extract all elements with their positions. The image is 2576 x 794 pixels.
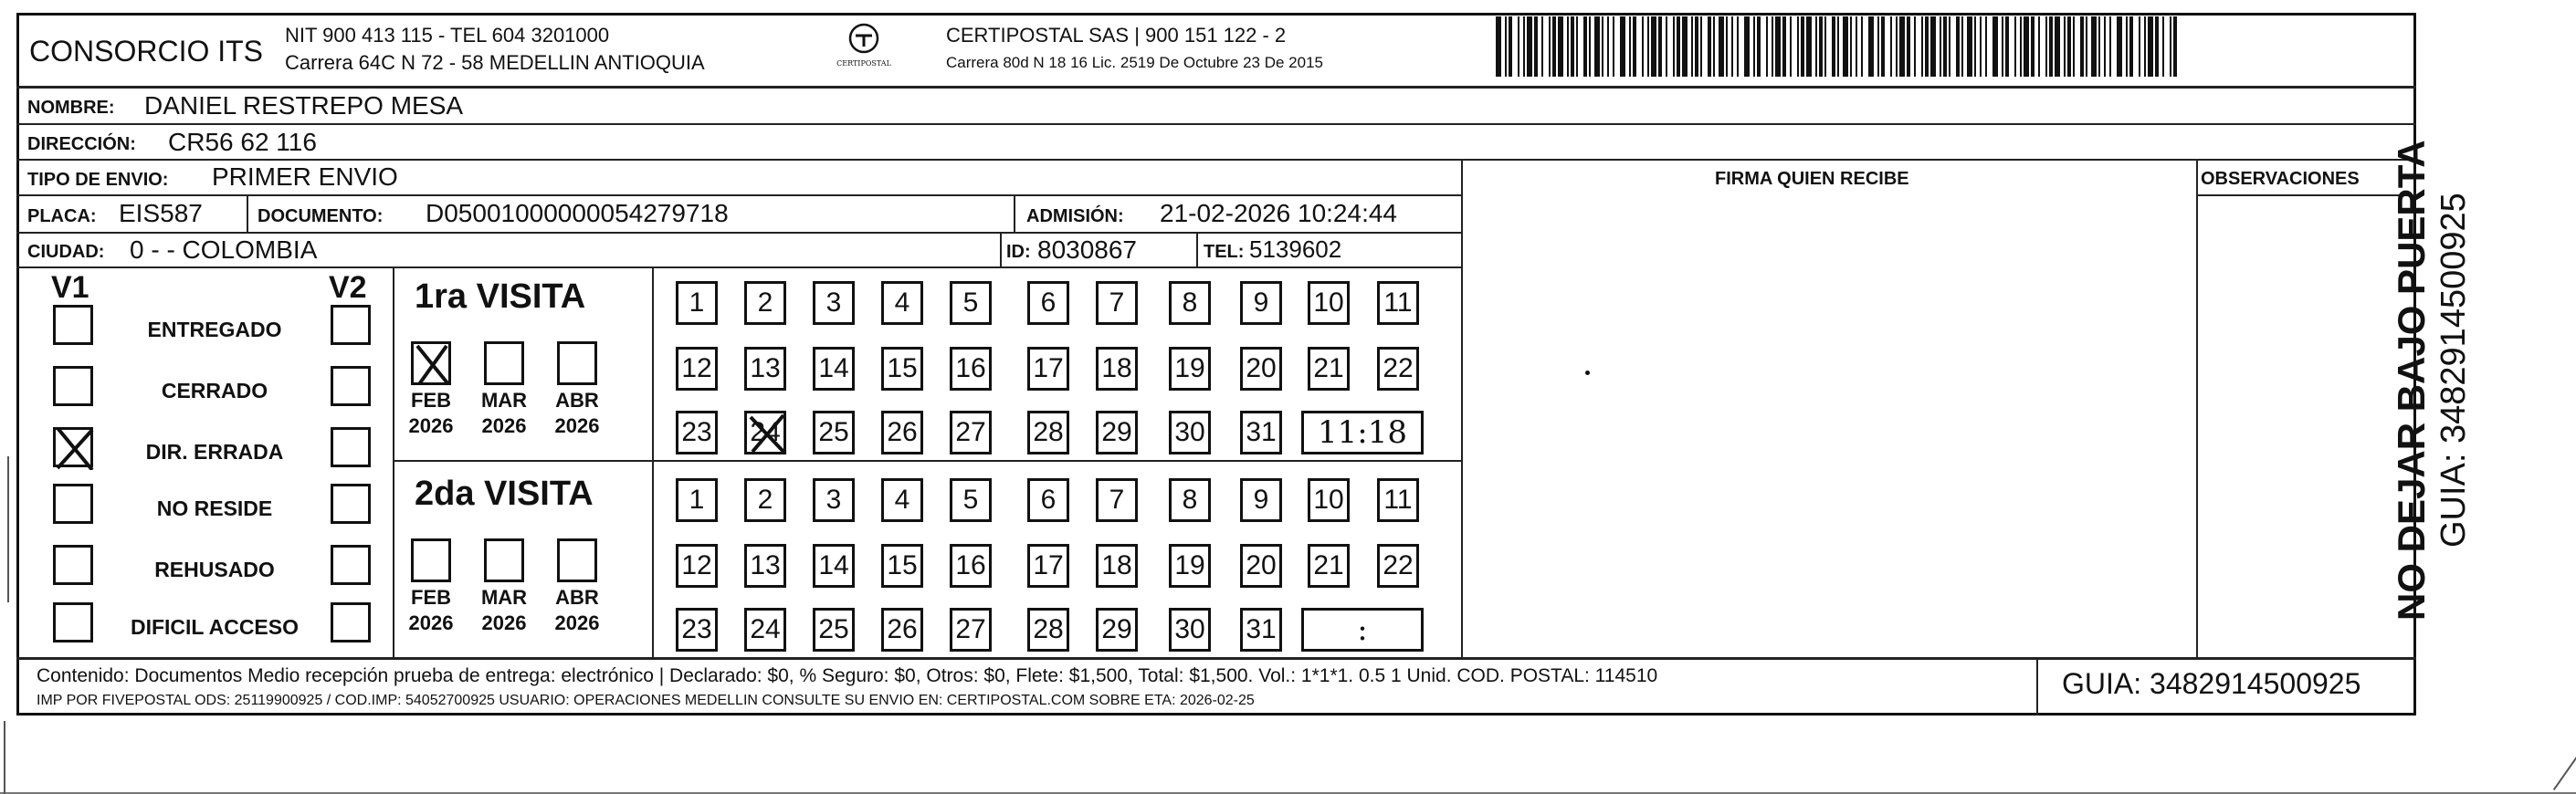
footer-guia: GUIA: 3482914500925: [2062, 667, 2361, 700]
id-value: 8030867: [1037, 235, 1138, 264]
barcode-bar: [1753, 16, 1755, 77]
barcode-bar: [1790, 16, 1792, 77]
day-box[interactable]: 24: [744, 411, 786, 454]
day-box[interactable]: 20: [1240, 347, 1282, 391]
barcode-bar: [2104, 16, 2106, 77]
barcode-bar: [1602, 16, 1603, 77]
barcode-bar: [1567, 16, 1569, 77]
certipostal-logo-icon: [846, 22, 882, 55]
day-box[interactable]: 26: [881, 411, 923, 454]
barcode-bar: [1881, 16, 1885, 77]
status-label: DIFICIL ACCESO: [130, 615, 299, 639]
barcode-bar: [2139, 16, 2140, 77]
day-box[interactable]: 25: [813, 608, 855, 652]
barcode-bar: [1633, 16, 1636, 77]
direccion-value: CR56 62 116: [168, 128, 317, 156]
tel-value: 5139602: [1249, 235, 1342, 263]
barcode-bar: [2073, 16, 2075, 77]
day-box[interactable]: 21: [1308, 544, 1350, 588]
barcode-bar: [2144, 16, 2146, 77]
day-box[interactable]: 21: [1308, 347, 1350, 391]
barcode-bar: [1589, 16, 1591, 77]
v1-checkbox[interactable]: [53, 602, 93, 643]
barcode-bar: [2091, 16, 2097, 77]
barcode-bar: [1907, 16, 1910, 77]
month-checkbox[interactable]: [411, 341, 451, 385]
status-label: ENTREGADO: [147, 318, 282, 341]
nombre-value: DANIEL RESTREPO MESA: [144, 91, 464, 120]
day-box[interactable]: 3: [813, 281, 855, 325]
month-year: 2026: [554, 414, 600, 437]
barcode-bar: [2055, 16, 2060, 77]
barcode-bar: [1856, 16, 1857, 77]
day-box[interactable]: 29: [1096, 411, 1138, 454]
barcode-bar: [2002, 16, 2003, 77]
day-box[interactable]: 10: [1308, 478, 1350, 522]
x-mark-icon: [56, 430, 96, 470]
barcode-bar: [1691, 16, 1693, 77]
barcode-bar: [1658, 16, 1662, 77]
status-label: REHUSADO: [154, 558, 275, 581]
footer-imp-line: IMP POR FIVEPOSTAL ODS: 25119900925 / COD.IMP: 54052700925 USUARIO: OPERACIONES MEDELLIN CONSULTE SU ENVIO EN: CERTIPOSTAL.COM SOBRE ETA: 2026-02-25: [37, 693, 1255, 708]
side-no-dejar: NO DEJAR BAJO PUERTA: [2390, 140, 2433, 621]
day-box[interactable]: 5: [950, 281, 992, 325]
v2-checkbox[interactable]: [331, 484, 371, 524]
v2-checkbox[interactable]: [331, 366, 371, 406]
barcode-bar: [1837, 16, 1839, 77]
day-box[interactable]: 17: [1027, 544, 1069, 588]
barcode-bar: [1534, 16, 1538, 77]
barcode-bar: [1695, 16, 1698, 77]
barcode-bar: [1797, 16, 1799, 77]
barcode-bar: [1552, 16, 1556, 77]
barcode-bar: [1782, 16, 1786, 77]
barcode-bar: [1925, 16, 1929, 77]
observaciones-label: OBSERVACIONES: [2201, 169, 2360, 189]
day-box[interactable]: 19: [1169, 347, 1211, 391]
barcode-bar: [1666, 16, 1667, 77]
barcode-bar: [1713, 16, 1715, 77]
barcode-bar: [1505, 16, 1507, 77]
barcode-bar: [1541, 16, 1543, 77]
day-box[interactable]: 13: [744, 347, 786, 391]
barcode-bar: [1594, 16, 1600, 77]
day-box[interactable]: 8: [1169, 478, 1211, 522]
month-year: 2026: [554, 611, 600, 634]
barcode-bar: [2064, 16, 2066, 77]
barcode-bar: [1620, 16, 1625, 77]
barcode-bar: [1766, 16, 1768, 77]
barcode-bar: [2067, 16, 2071, 77]
barcode-bar: [1930, 16, 1936, 77]
barcode-bar: [2024, 16, 2029, 77]
barcode-bar: [1775, 16, 1781, 77]
day-box[interactable]: 4: [881, 478, 923, 522]
barcode-bar: [1523, 16, 1525, 77]
day-box[interactable]: 11: [1377, 478, 1419, 522]
tipo-envio-label: TIPO DE ENVIO:: [27, 170, 169, 190]
v2-checkbox[interactable]: [331, 427, 371, 467]
barcode-bar: [1850, 16, 1852, 77]
v1-header: V1: [51, 270, 89, 305]
scan-edge-right-bottom: [2553, 752, 2576, 790]
x-mark-icon: [414, 344, 454, 388]
barcode-bar: [1985, 16, 1987, 77]
barcode-bar: [1806, 16, 1812, 77]
barcode-bar: [1943, 16, 1947, 77]
day-box[interactable]: 26: [881, 608, 923, 652]
barcode-bar: [1549, 16, 1551, 77]
barcode-bar: [2045, 16, 2047, 77]
day-box[interactable]: 18: [1096, 347, 1138, 391]
barcode-bar: [1819, 16, 1823, 77]
tel-label: TEL:: [1204, 242, 1245, 262]
barcode-bar: [1726, 16, 1728, 77]
barcode-bar: [2126, 16, 2128, 77]
day-box[interactable]: 9: [1240, 281, 1282, 325]
day-box[interactable]: 8: [1169, 281, 1211, 325]
barcode-bar: [1731, 16, 1733, 77]
ciudad-label: CIUDAD:: [27, 242, 105, 262]
placa-value: EIS587: [119, 199, 203, 227]
day-box[interactable]: 1: [676, 478, 718, 522]
ciudad-value: 0 - - COLOMBIA: [130, 235, 318, 264]
v2-checkbox[interactable]: [331, 545, 371, 585]
barcode-bar: [2005, 16, 2009, 77]
month-label: FEB: [411, 389, 451, 412]
day-box[interactable]: 3: [813, 478, 855, 522]
day-box[interactable]: 22: [1377, 544, 1419, 588]
day-box[interactable]: 12: [676, 544, 718, 588]
month-label: MAR: [480, 389, 528, 412]
month-checkbox[interactable]: [557, 341, 597, 385]
time-box[interactable]: :: [1301, 608, 1424, 652]
barcode-bar: [1980, 16, 1982, 77]
day-box[interactable]: 18: [1096, 544, 1138, 588]
barcode-bar: [1992, 16, 1998, 77]
barcode-bar: [1868, 16, 1874, 77]
day-box[interactable]: 25: [813, 411, 855, 454]
documento-label: DOCUMENTO:: [258, 206, 384, 226]
barcode: [1496, 16, 2181, 77]
barcode-bar: [1737, 16, 1739, 77]
barcode-bar: [2170, 16, 2171, 77]
day-box[interactable]: 19: [1169, 544, 1211, 588]
month-label: ABR: [555, 586, 599, 609]
barcode-bar: [1890, 16, 1892, 77]
barcode-bar: [1772, 16, 1773, 77]
barcode-bar: [1518, 16, 1519, 77]
barcode-bar: [1899, 16, 1905, 77]
day-box[interactable]: 6: [1027, 478, 1069, 522]
month-label: MAR: [480, 586, 528, 609]
day-box[interactable]: 5: [950, 478, 992, 522]
x-mark-icon: [747, 413, 789, 457]
month-checkbox[interactable]: [557, 538, 597, 582]
barcode-bar: [1801, 16, 1804, 77]
v1-checkbox[interactable]: [53, 305, 93, 345]
barcode-bar: [2173, 16, 2177, 77]
month-checkbox[interactable]: [484, 538, 524, 582]
barcode-bar: [1677, 16, 1680, 77]
day-box[interactable]: 27: [950, 608, 992, 652]
day-box[interactable]: 22: [1377, 347, 1419, 391]
scan-edge-left: [7, 456, 9, 602]
day-box[interactable]: 30: [1169, 411, 1211, 454]
month-year: 2026: [408, 611, 454, 634]
barcode-bar: [1832, 16, 1835, 77]
barcode-bar: [1974, 16, 1976, 77]
signature-dot: [1585, 371, 1590, 375]
tipo-envio-value: PRIMER ENVIO: [212, 162, 398, 191]
day-box[interactable]: 29: [1096, 608, 1138, 652]
company-nit: NIT 900 413 115 - TEL 604 3201000: [285, 24, 610, 47]
day-box[interactable]: 23: [676, 411, 718, 454]
time-box[interactable]: 11:18: [1301, 411, 1424, 454]
day-box[interactable]: 23: [676, 608, 718, 652]
barcode-bar: [2109, 16, 2111, 77]
firma-label: FIRMA QUIEN RECIBE: [1715, 169, 1909, 189]
barcode-bar: [1815, 16, 1817, 77]
scan-edge-left-bottom: [4, 721, 5, 794]
day-box[interactable]: 31: [1240, 411, 1282, 454]
barcode-bar: [2148, 16, 2153, 77]
barcode-bar: [1642, 16, 1644, 77]
barcode-bar: [1940, 16, 1941, 77]
day-box[interactable]: 31: [1240, 608, 1282, 652]
barcode-bar: [1682, 16, 1688, 77]
barcode-bar: [1824, 16, 1826, 77]
day-box[interactable]: 13: [744, 544, 786, 588]
day-box[interactable]: 28: [1027, 411, 1069, 454]
footer-contenido: Contenido: Documentos Medio recepción prueba de entrega: electrónico | Declarado: $0, % Seguro: $0, Otros: $0, Flete: $1,500, Total: $1,500. Vol.: 1*1*1. 0.5 1 Unid. COD. POSTAL: 114510: [37, 665, 1658, 686]
barcode-bar: [2038, 16, 2040, 77]
day-box[interactable]: 12: [676, 347, 718, 391]
documento-value: D05001000000054279718: [426, 199, 729, 227]
day-box[interactable]: 16: [950, 544, 992, 588]
admision-label: ADMISIÓN:: [1026, 206, 1124, 226]
placa-label: PLACA:: [27, 206, 97, 226]
day-box[interactable]: 20: [1240, 544, 1282, 588]
v1-checkbox[interactable]: [53, 484, 93, 524]
month-label: FEB: [411, 586, 451, 609]
day-box[interactable]: 1: [676, 281, 718, 325]
day-box[interactable]: 7: [1096, 478, 1138, 522]
visit-title: 2da VISITA: [415, 475, 594, 513]
barcode-bar: [1708, 16, 1711, 77]
day-box[interactable]: 2: [744, 478, 786, 522]
barcode-bar: [1744, 16, 1750, 77]
barcode-bar: [1647, 16, 1649, 77]
day-box[interactable]: 28: [1027, 608, 1069, 652]
barcode-bar: [1558, 16, 1563, 77]
day-box[interactable]: 15: [881, 544, 923, 588]
barcode-bar: [2086, 16, 2087, 77]
barcode-bar: [1861, 16, 1863, 77]
day-box[interactable]: 14: [813, 544, 855, 588]
barcode-bar: [1673, 16, 1675, 77]
barcode-bar: [1877, 16, 1879, 77]
barcode-bar: [1509, 16, 1512, 77]
day-box[interactable]: 9: [1240, 478, 1282, 522]
barcode-bar: [1496, 16, 1501, 77]
direccion-label: DIRECCIÓN:: [27, 134, 136, 154]
barcode-bar: [2049, 16, 2053, 77]
barcode-bar: [2080, 16, 2084, 77]
month-label: ABR: [555, 389, 599, 412]
day-box[interactable]: 2: [744, 281, 786, 325]
month-year: 2026: [481, 611, 527, 634]
v2-header: V2: [329, 270, 367, 305]
status-label: NO RESIDE: [156, 496, 273, 520]
barcode-bar: [2162, 16, 2164, 77]
barcode-bar: [1914, 16, 1916, 77]
visit-title: 1ra VISITA: [415, 277, 586, 316]
barcode-bar: [1719, 16, 1724, 77]
barcode-bar: [1607, 16, 1609, 77]
v1-checkbox[interactable]: [53, 545, 93, 585]
company-name: CONSORCIO ITS: [29, 35, 264, 68]
carrier-line1: CERTIPOSTAL SAS | 900 151 122 - 2: [946, 24, 1287, 47]
month-year: 2026: [408, 414, 454, 437]
side-guia: GUIA: 3482914500925: [2434, 193, 2473, 548]
day-box[interactable]: 11: [1377, 281, 1419, 325]
day-box[interactable]: 7: [1096, 281, 1138, 325]
barcode-bar: [2031, 16, 2035, 77]
day-box[interactable]: 4: [881, 281, 923, 325]
barcode-bar: [1583, 16, 1587, 77]
id-label: ID:: [1006, 242, 1031, 262]
status-label: CERRADO: [161, 379, 268, 402]
barcode-bar: [1629, 16, 1631, 77]
barcode-bar: [2098, 16, 2100, 77]
barcode-bar: [1571, 16, 1574, 77]
barcode-bar: [2020, 16, 2022, 77]
admision-value: 21-02-2026 10:24:44: [1160, 199, 1397, 227]
barcode-bar: [1961, 16, 1963, 77]
barcode-bar: [1576, 16, 1578, 77]
barcode-bar: [1921, 16, 1923, 77]
day-box[interactable]: 16: [950, 347, 992, 391]
barcode-bar: [1700, 16, 1702, 77]
month-checkbox[interactable]: [411, 538, 451, 582]
barcode-bar: [1967, 16, 1972, 77]
barcode-bar: [2117, 16, 2122, 77]
barcode-bar: [1949, 16, 1950, 77]
month-checkbox[interactable]: [484, 341, 524, 385]
day-box[interactable]: 15: [881, 347, 923, 391]
barcode-bar: [1613, 16, 1614, 77]
day-box[interactable]: 24: [744, 608, 786, 652]
barcode-bar: [2129, 16, 2133, 77]
day-box[interactable]: 14: [813, 347, 855, 391]
day-box[interactable]: 30: [1169, 608, 1211, 652]
barcode-bar: [1527, 16, 1532, 77]
company-address: Carrera 64C N 72 - 58 MEDELLIN ANTIOQUIA: [285, 51, 705, 74]
barcode-bar: [1757, 16, 1761, 77]
v1-checkbox[interactable]: [53, 427, 93, 467]
barcode-bar: [1651, 16, 1656, 77]
carrier-line2: Carrera 80d N 18 16 Lic. 2519 De Octubre 23 De 2015: [946, 54, 1323, 71]
v2-checkbox[interactable]: [331, 602, 371, 643]
day-box[interactable]: 6: [1027, 281, 1069, 325]
barcode-bar: [1956, 16, 1960, 77]
v1-checkbox[interactable]: [53, 366, 93, 406]
day-box[interactable]: 10: [1308, 281, 1350, 325]
month-year: 2026: [481, 414, 527, 437]
barcode-bar: [1843, 16, 1848, 77]
certipostal-logo: [829, 22, 899, 73]
barcode-bar: [2014, 16, 2016, 77]
certipostal-logo-text: CERTIPOSTAL: [836, 59, 891, 68]
day-box[interactable]: 17: [1027, 347, 1069, 391]
nombre-label: NOMBRE:: [27, 98, 115, 118]
barcode-bar: [2155, 16, 2159, 77]
barcode-bar: [1896, 16, 1898, 77]
day-box[interactable]: 27: [950, 411, 992, 454]
v2-checkbox[interactable]: [331, 305, 371, 345]
status-label: DIR. ERRADA: [145, 440, 284, 464]
